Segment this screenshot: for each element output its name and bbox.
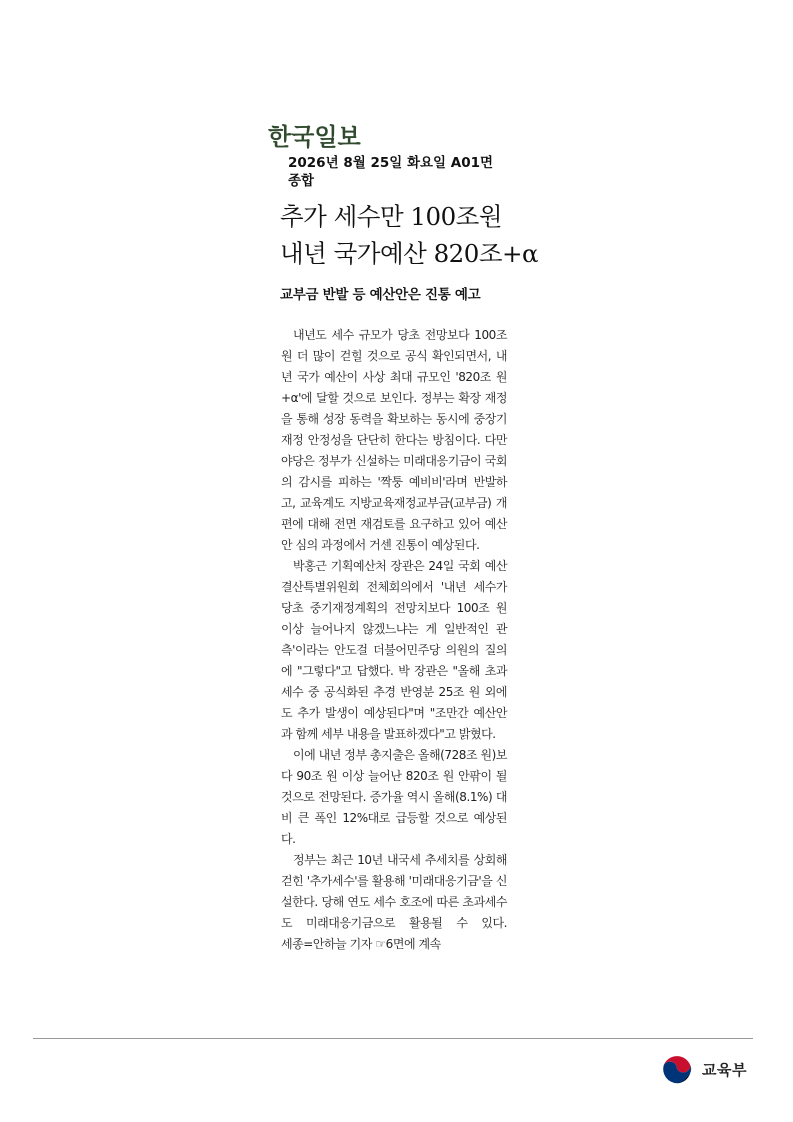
article-paragraph-3: 이에 내년 정부 총지출은 올해(728조 원)보다 90조 원 이상 늘어난 820조 원 안팎이 될 것으로 전망된다. 증가율 역시 올해(8.1%) 대비 큰 폭인 12%대로 급등할 것으로 예상된다. <box>281 748 507 846</box>
headline-line-2: 내년 국가예산 820조+α <box>280 239 539 268</box>
byline: 세종=안하늘 기자 ☞6면에 계속 <box>281 937 441 951</box>
section-label: 종합 <box>288 173 315 189</box>
article-paragraph-4 <box>281 850 507 955</box>
article-paragraph-2: 박홍근 기획예산처 장관은 24일 국회 예산결산특별위원회 전체회의에서 '내년 세수가 당초 중기재정계획의 전망치보다 100조 원 이상 늘어나지 않겠느냐는 게 일반적인 관측'이라는 안도걸 더불어민주당 의원의 질의에 "그렇다"고 답했다. 박 장관은 "올해 초과세수 중 공식화된 추경 반영분 25조 원 외에도 추가 발생이 예상된다"며 "조만간 예산안과 함께 세부 내용을 발표하겠다"고 밝혔다. <box>281 559 507 741</box>
ministry-logo <box>658 1050 747 1088</box>
subheadline: 교부금 반발 등 예산안은 진통 예고 <box>280 287 481 303</box>
publication-dateline: 2026년 8월 25일 화요일 A01면 <box>288 155 494 171</box>
ministry-name: 교육부 <box>702 1060 747 1079</box>
newspaper-clipping <box>268 122 539 304</box>
headline <box>268 198 539 272</box>
newspaper-masthead: 한국일보 <box>268 123 361 151</box>
taegeuk-emblem-icon <box>658 1050 696 1088</box>
footer-divider <box>33 1038 753 1039</box>
article-body <box>281 325 507 955</box>
article-paragraph-4-text: 정부는 최근 10년 내국세 추세치를 상회해 걷힌 '추가세수'를 활용해 '미래대응기금'을 신설한다. 당해 연도 세수 호조에 따른 초과세수도 미래대응기금으로 활용될 수 있다. <box>281 853 507 930</box>
headline-line-1: 추가 세수만 100조원 <box>280 202 503 231</box>
article-paragraph-1: 내년도 세수 규모가 당초 전망보다 100조 원 더 많이 걷힐 것으로 공식 확인되면서, 내년 국가 예산이 사상 최대 규모인 '820조 원+α'에 달할 것으로 보인다. 정부는 확장 재정을 통해 성장 동력을 확보하는 동시에 중장기 재정 안정성을 단단히 한다는 방침이다. 다만 야당은 정부가 신설하는 미래대응기금이 국회의 감시를 피하는 '짝퉁 예비비'라며 반발하고, 교육계도 지방교육재정교부금(교부금) 개편에 대해 전면 재검토를 요구하고 있어 예산안 심의 과정에서 거센 진통이 예상된다. <box>281 328 507 552</box>
